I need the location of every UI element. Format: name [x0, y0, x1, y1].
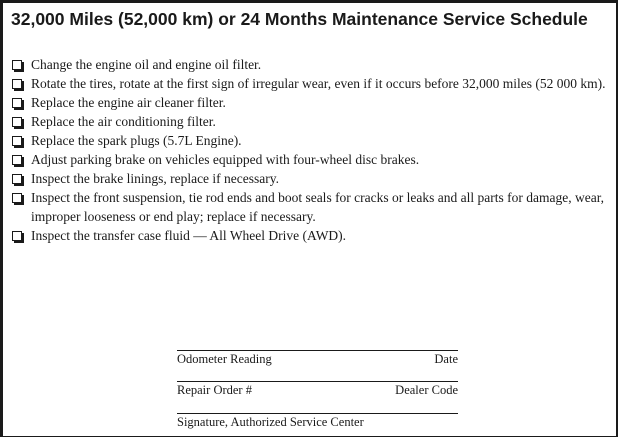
checklist-item	[11, 226, 616, 245]
signature-line-repair-dealer[interactable]	[177, 381, 458, 398]
checklist-item-text: Inspect the transfer case fluid — All Wheel Drive (AWD).	[31, 228, 347, 243]
checklist-item-text: Adjust parking brake on vehicles equipped with four-wheel disc brakes.	[31, 152, 420, 167]
checkbox-icon[interactable]	[12, 98, 22, 108]
date-label: Date	[434, 352, 458, 366]
checklist-item-text: Inspect the brake linings, replace if necessary.	[31, 171, 280, 186]
checklist-item	[11, 55, 616, 74]
checklist-item	[11, 131, 616, 150]
checklist-item	[11, 150, 616, 169]
dealer-code-label: Dealer Code	[395, 383, 458, 397]
checkbox-icon[interactable]	[12, 193, 22, 203]
repair-order-label: Repair Order #	[177, 383, 252, 397]
checkbox-icon[interactable]	[12, 60, 22, 70]
checkbox-icon[interactable]	[12, 155, 22, 165]
service-checklist	[11, 55, 616, 245]
checkbox-icon[interactable]	[12, 231, 22, 241]
checklist-item	[11, 93, 616, 112]
checklist-item-text: Replace the engine air cleaner filter.	[31, 95, 226, 110]
checkbox-icon[interactable]	[12, 117, 22, 127]
odometer-reading-label: Odometer Reading	[177, 352, 272, 366]
signature-line-odometer-date[interactable]	[177, 350, 458, 367]
signature-line-authorized[interactable]	[177, 413, 458, 430]
checkbox-icon[interactable]	[12, 136, 22, 146]
signature-label: Signature, Authorized Service Center	[177, 415, 364, 429]
schedule-title: 32,000 Miles (52,000 km) or 24 Months Maintenance Service Schedule	[11, 9, 588, 29]
checkbox-icon[interactable]	[12, 174, 22, 184]
checklist-item-text: Rotate the tires, rotate at the first sign of irregular wear, even if it occurs before 32,000 miles (52 000 km).	[31, 76, 606, 91]
checklist-item-text: Replace the air conditioning filter.	[31, 114, 216, 129]
checklist-item-text: Replace the spark plugs (5.7L Engine).	[31, 133, 242, 148]
checklist-item	[11, 188, 616, 226]
checklist-item	[11, 169, 616, 188]
checklist-item-text: Change the engine oil and engine oil filter.	[31, 57, 262, 72]
checklist-item	[11, 112, 616, 131]
checklist-item-text: Inspect the front suspension, tie rod ends and boot seals for cracks or leaks and all parts for damage, wear, improper looseness or end play; replace if necessary.	[31, 190, 605, 224]
checklist-item	[11, 74, 616, 93]
checkbox-icon[interactable]	[12, 79, 22, 89]
